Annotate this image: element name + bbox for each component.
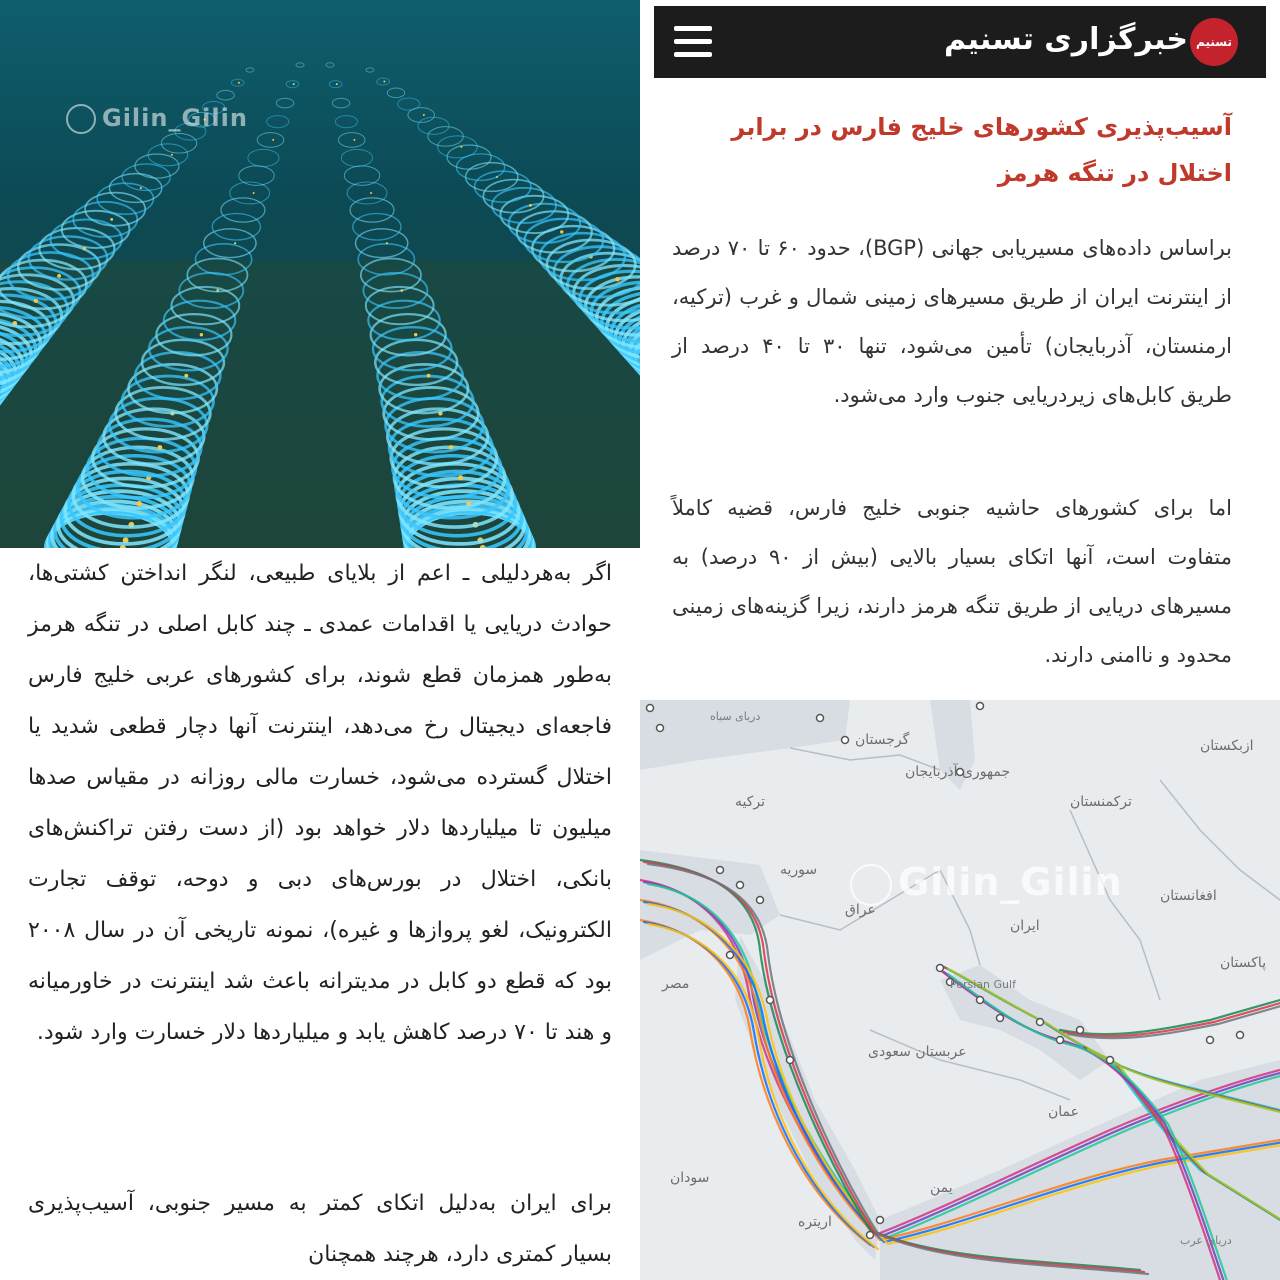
map-label-georgia: گرجستان bbox=[855, 732, 910, 748]
article-paragraph: براساس داده‌های مسیریابی جهانی (BGP)، حدود ۶۰ تا ۷۰ درصد از اینترنت ایران از طریق مسیرهای زمینی شمال و غرب (ترکیه، ارمنستان، آذربایجان) تأمین می‌شود، تنها ۳۰ تا ۴۰ درصد از طریق کابل‌های زیردریایی جنوب وارد می‌شود. bbox=[672, 236, 1232, 407]
cable-map bbox=[640, 700, 1280, 1280]
map-label-arabian-sea: دریای عرب bbox=[1180, 1234, 1232, 1247]
menu-icon[interactable] bbox=[674, 26, 712, 58]
map-label-afghanistan: افغانستان bbox=[1160, 888, 1217, 904]
photo-watermark: Gilin_Gilin bbox=[66, 104, 248, 134]
body-text-panel bbox=[0, 548, 640, 1280]
article-panel bbox=[640, 0, 1280, 700]
body-paragraph: اگر به‌هردلیلی ـ اعم از بلایای طبیعی، لنگر انداختن کشتی‌ها، حوادث دریایی یا اقدامات عمدی ـ چند کابل اصلی در تنگه هرمز به‌طور همزمان قطع شوند، برای کشورهای عربی خلیج فارس فاجعه‌ای دیجیتال رخ می‌دهد، اینترنت آنها دچار قطعی شدید یا اختلال گسترده می‌شود، خسارت مالی روزانه در مقیاس صدها میلیون تا میلیاردها دلار خواهد بود (از دست رفتن تراکنش‌های بانکی، اختلال در بورس‌های دبی و دوحه، توقف تجارت الکترونیک، لغو پروازها و غیره)، نمونه تاریخی آن در سال ۲۰۰۸ بود که قطع دو کابل در مدیترانه باعث شد اینترنت در خاورمیانه و هند تا ۷۰ درصد کاهش یابد و میلیاردها دلار خسارت وارد شود. bbox=[28, 561, 612, 1045]
map-label-iran: ایران bbox=[1010, 918, 1040, 934]
body-paragraph: برای ایران به‌دلیل اتکای کمتر به مسیر جنوبی، آسیب‌پذیری بسیار کمتری دارد، هرچند همچنان bbox=[28, 1191, 612, 1267]
map-label-pakistan: پاکستان bbox=[1220, 955, 1267, 971]
map-label-azerbaijan: جمهوری آذربایجان bbox=[905, 764, 1011, 780]
map-label-oman: عمان bbox=[1048, 1104, 1079, 1120]
site-header bbox=[654, 6, 1266, 78]
map-label-turkey: ترکیه bbox=[735, 794, 766, 810]
cable-illustration bbox=[0, 0, 640, 548]
map-label-sudan: سودان bbox=[670, 1170, 710, 1186]
map-label-yemen: یمن bbox=[930, 1180, 953, 1196]
map-watermark: Gilin_Gilin bbox=[850, 860, 1123, 906]
map-label-syria: سوریه bbox=[780, 862, 818, 878]
map-label-saudi: عربستان سعودی bbox=[868, 1044, 967, 1060]
map-label-persian-gulf: Persian Gulf bbox=[950, 978, 1016, 991]
telegram-icon bbox=[850, 864, 892, 906]
telegram-icon bbox=[66, 104, 96, 134]
article-title: آسیب‌پذیری کشورهای خلیج فارس در برابر اختلال در تنگه هرمز bbox=[731, 113, 1232, 187]
map-label-egypt: مصر bbox=[662, 976, 690, 992]
map-label-iraq: عراق bbox=[845, 902, 876, 918]
map-label-uzbekistan: ازبکستان bbox=[1200, 738, 1254, 754]
tasnim-logo[interactable]: تسنیم bbox=[1190, 18, 1238, 66]
map-label-eritrea: اریتره bbox=[798, 1214, 832, 1230]
cable-photo bbox=[0, 0, 640, 548]
site-brand[interactable]: خبرگزاری تسنیم bbox=[944, 22, 1188, 57]
map-label-turkmenistan: ترکمنستان bbox=[1070, 794, 1132, 810]
article-paragraph: اما برای کشورهای حاشیه جنوبی خلیج فارس، قضیه کاملاً متفاوت است، آنها اتکای بسیار بالایی (بیش از ۹۰ درصد) به مسیرهای دریایی از طریق تنگه هرمز دارند، زیرا گزینه‌های زمینی محدود و ناامنی دارند. bbox=[672, 496, 1233, 667]
map-label-black-sea: دریای سیاه bbox=[710, 710, 761, 723]
